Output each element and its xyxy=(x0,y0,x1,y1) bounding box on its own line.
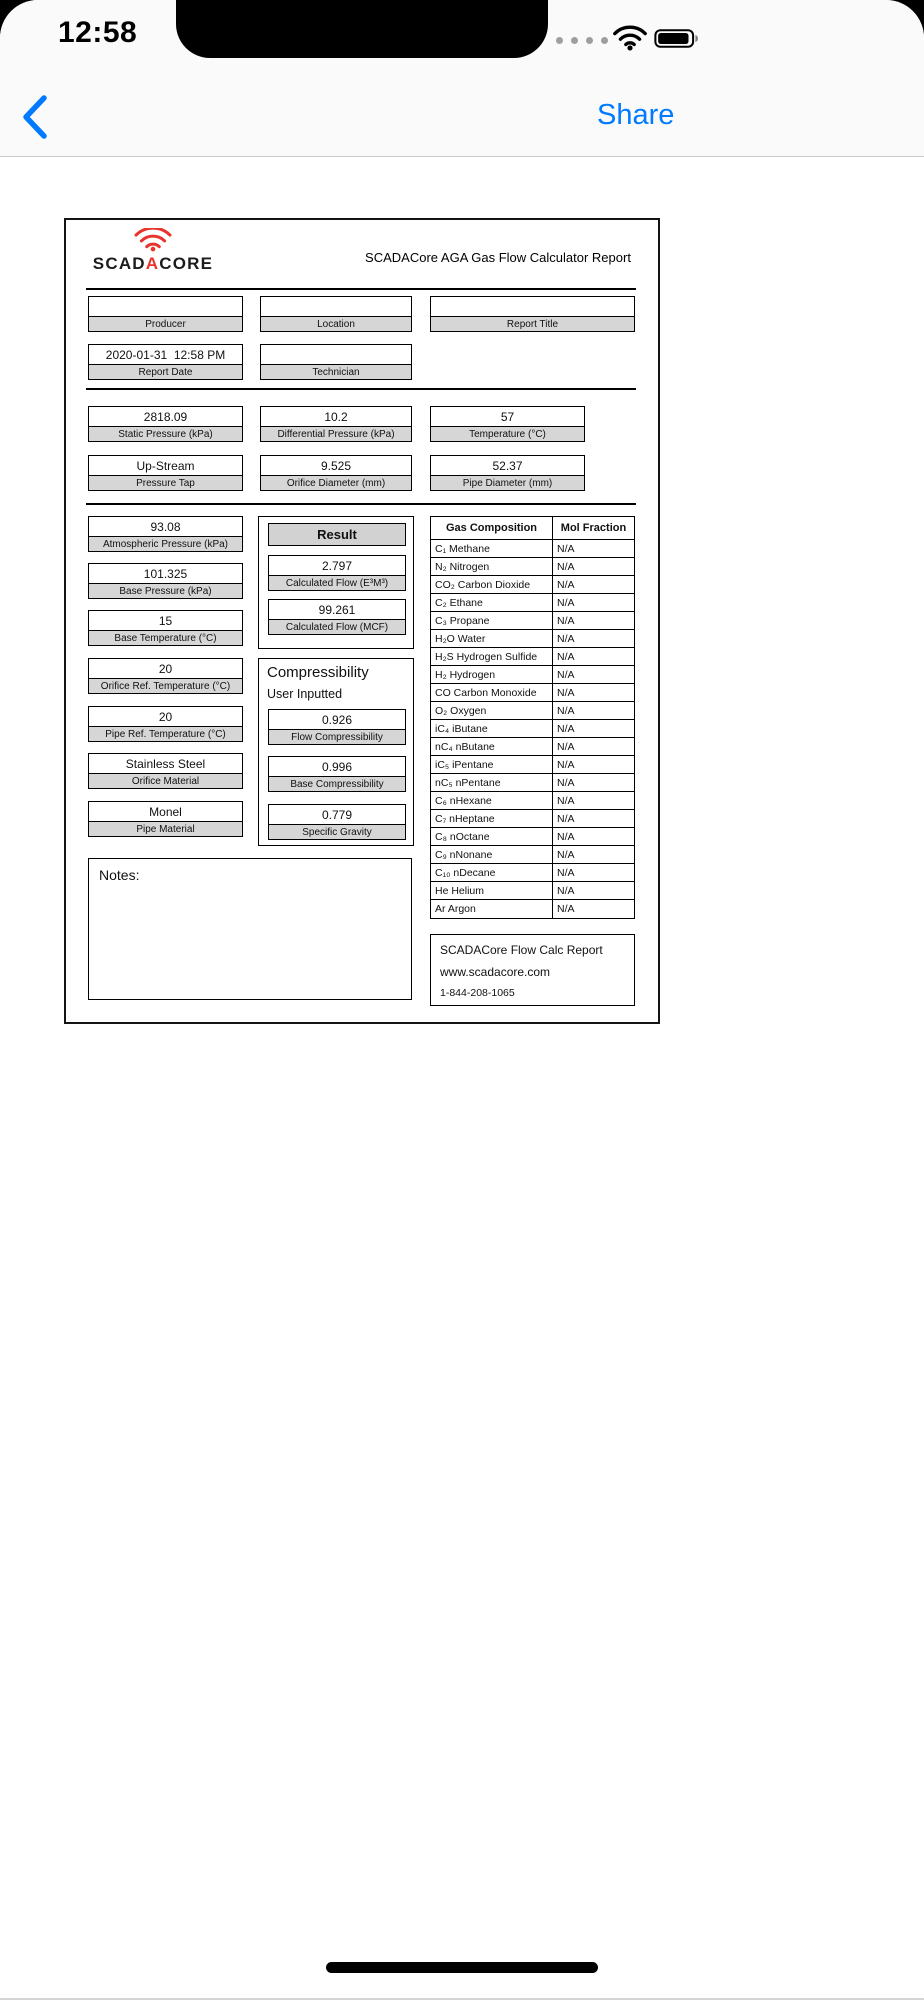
gas-mol-fraction-value: N/A xyxy=(557,830,575,843)
gas-species-label: H₂S Hydrogen Sulfide xyxy=(431,648,553,665)
field-base-compressibility xyxy=(268,756,406,792)
field-pressure-tap xyxy=(88,455,243,491)
gas-table-header xyxy=(431,517,634,540)
field-report-title xyxy=(430,296,635,332)
gas-species-label: C₈ nOctane xyxy=(431,828,553,845)
field-value: 57 xyxy=(430,406,585,427)
gas-row xyxy=(431,702,634,720)
field-label: Pipe Ref. Temperature (°C) xyxy=(88,727,243,742)
field-calculated-flow-mcf xyxy=(268,599,406,635)
field-label: Calculated Flow (MCF) xyxy=(268,620,406,635)
field-atmospheric-pressure xyxy=(88,516,243,552)
field-value: 93.08 xyxy=(88,516,243,537)
field-pipe-ref-temperature xyxy=(88,706,243,742)
gas-mol-fraction-value: N/A xyxy=(557,704,575,717)
gas-mol-fraction-value: N/A xyxy=(557,812,575,825)
gas-mol-fraction-value: N/A xyxy=(557,866,575,879)
field-value: 2818.09 xyxy=(88,406,243,427)
gas-mol-fraction-value: N/A xyxy=(557,848,575,861)
field-orifice-ref-temperature xyxy=(88,658,243,694)
gas-table-body xyxy=(431,540,634,918)
compressibility-section xyxy=(258,658,414,846)
field-label: Producer xyxy=(88,317,243,332)
field-label: Temperature (°C) xyxy=(430,427,585,442)
gas-mol-fraction-value: N/A xyxy=(557,686,575,699)
field-label: Pressure Tap xyxy=(88,476,243,491)
pdf-report-page xyxy=(64,218,660,1024)
gas-mol-fraction-value: N/A xyxy=(557,578,575,591)
field-orifice-material xyxy=(88,753,243,789)
footer-report-name: SCADACore Flow Calc Report xyxy=(440,943,603,957)
field-value: 0.996 xyxy=(268,756,406,777)
gas-species-label: He Helium xyxy=(431,882,553,899)
footer-phone-number: 1-844-208-1065 xyxy=(440,987,515,999)
gas-row xyxy=(431,864,634,882)
field-orifice-diameter xyxy=(260,455,412,491)
gas-composition-column-header: Gas Composition xyxy=(431,517,553,539)
result-section xyxy=(258,516,414,649)
field-value: 20 xyxy=(88,658,243,679)
field-value: Monel xyxy=(88,801,243,822)
result-header: Result xyxy=(268,523,406,546)
field-value xyxy=(430,296,635,317)
gas-mol-fraction-value: N/A xyxy=(557,650,575,663)
field-specific-gravity xyxy=(268,804,406,840)
field-report-date xyxy=(88,344,243,380)
share-button[interactable]: Share xyxy=(597,99,675,131)
gas-row xyxy=(431,738,634,756)
gas-mol-fraction-value: N/A xyxy=(557,740,575,753)
gas-species-label: iC₅ iPentane xyxy=(431,756,553,773)
field-differential-pressure xyxy=(260,406,412,442)
field-label: Base Pressure (kPa) xyxy=(88,584,243,599)
gas-species-label: iC₄ iButane xyxy=(431,720,553,737)
field-label: Orifice Diameter (mm) xyxy=(260,476,412,491)
field-value: 101.325 xyxy=(88,563,243,584)
pdf-viewer[interactable] xyxy=(0,158,924,2000)
field-label: Static Pressure (kPa) xyxy=(88,427,243,442)
field-label: Report Date xyxy=(88,365,243,380)
field-value: 0.779 xyxy=(268,804,406,825)
gas-row xyxy=(431,774,634,792)
field-value xyxy=(260,296,412,317)
field-value xyxy=(88,296,243,317)
field-label: Orifice Material xyxy=(88,774,243,789)
field-value: 15 xyxy=(88,610,243,631)
field-producer xyxy=(88,296,243,332)
gas-mol-fraction-value: N/A xyxy=(557,903,575,915)
field-label: Atmospheric Pressure (kPa) xyxy=(88,537,243,552)
gas-species-label: Ar Argon xyxy=(431,900,553,918)
gas-row xyxy=(431,576,634,594)
field-label: Base Temperature (°C) xyxy=(88,631,243,646)
gas-row xyxy=(431,810,634,828)
field-base-temperature xyxy=(88,610,243,646)
field-label: Pipe Diameter (mm) xyxy=(430,476,585,491)
divider xyxy=(86,388,636,390)
gas-mol-fraction-value: N/A xyxy=(557,596,575,609)
field-value: Up-Stream xyxy=(88,455,243,476)
notes-box xyxy=(88,858,412,1000)
gas-row xyxy=(431,828,634,846)
field-label: Flow Compressibility xyxy=(268,730,406,745)
gas-mol-fraction-value: N/A xyxy=(557,884,575,897)
field-value: 9.525 xyxy=(260,455,412,476)
gas-species-label: C₆ nHexane xyxy=(431,792,553,809)
gas-row xyxy=(431,756,634,774)
field-value: 20 xyxy=(88,706,243,727)
field-temperature xyxy=(430,406,585,442)
gas-row xyxy=(431,684,634,702)
gas-species-label: H₂ Hydrogen xyxy=(431,666,553,683)
gas-row xyxy=(431,882,634,900)
field-value: 2020-01-31 12:58 PM xyxy=(88,344,243,365)
logo-signal-icon xyxy=(128,228,178,252)
gas-row xyxy=(431,846,634,864)
gas-mol-fraction-value: N/A xyxy=(557,632,575,645)
field-value: 99.261 xyxy=(268,599,406,620)
gas-row xyxy=(431,558,634,576)
gas-species-label: CO Carbon Monoxide xyxy=(431,684,553,701)
gas-species-label: N₂ Nitrogen xyxy=(431,558,553,575)
field-pipe-material xyxy=(88,801,243,837)
home-indicator[interactable] xyxy=(326,1962,598,1973)
notch xyxy=(176,0,548,58)
gas-species-label: C₁₀ nDecane xyxy=(431,864,553,881)
gas-species-label: H₂O Water xyxy=(431,630,553,647)
divider xyxy=(86,288,636,290)
compressibility-header: Compressibility xyxy=(267,664,369,681)
gas-mol-fraction-value: N/A xyxy=(557,722,575,735)
gas-species-label: C₉ nNonane xyxy=(431,846,553,863)
gas-mol-fraction-value: N/A xyxy=(557,542,575,555)
field-technician xyxy=(260,344,412,380)
field-flow-compressibility xyxy=(268,709,406,745)
field-label: Pipe Material xyxy=(88,822,243,837)
field-label: Location xyxy=(260,317,412,332)
report-title: SCADACore AGA Gas Flow Calculator Report xyxy=(365,250,631,265)
gas-mol-fraction-value: N/A xyxy=(557,560,575,573)
gas-mol-fraction-value: N/A xyxy=(557,668,575,681)
field-label: Orifice Ref. Temperature (°C) xyxy=(88,679,243,694)
field-label: Specific Gravity xyxy=(268,825,406,840)
gas-mol-fraction-value: N/A xyxy=(557,614,575,627)
field-base-pressure xyxy=(88,563,243,599)
gas-row xyxy=(431,630,634,648)
field-value: 10.2 xyxy=(260,406,412,427)
logo-wordmark: SCADACORE xyxy=(92,254,214,273)
compressibility-subheader: User Inputted xyxy=(267,687,343,701)
field-value: 0.926 xyxy=(268,709,406,730)
gas-species-label: nC₄ nButane xyxy=(431,738,553,755)
field-pipe-diameter xyxy=(430,455,585,491)
gas-species-label: C₁ Methane xyxy=(431,540,553,557)
notes-label: Notes: xyxy=(99,867,140,883)
field-value: Stainless Steel xyxy=(88,753,243,774)
gas-species-label: nC₅ nPentane xyxy=(431,774,553,791)
back-button[interactable] xyxy=(20,94,50,140)
field-location xyxy=(260,296,412,332)
gas-row xyxy=(431,594,634,612)
field-value xyxy=(260,344,412,365)
gas-row xyxy=(431,666,634,684)
gas-composition-table xyxy=(430,516,635,919)
gas-species-label: C₇ nHeptane xyxy=(431,810,553,827)
gas-mol-fraction-value: N/A xyxy=(557,794,575,807)
gas-mol-fraction-value: N/A xyxy=(557,776,575,789)
battery-icon xyxy=(654,27,700,50)
field-label: Report Title xyxy=(430,317,635,332)
wifi-icon xyxy=(612,24,648,51)
divider xyxy=(86,503,636,505)
status-time: 12:58 xyxy=(58,16,138,49)
logo-accent-letter: A xyxy=(145,254,160,273)
field-label: Technician xyxy=(260,365,412,380)
gas-row xyxy=(431,648,634,666)
field-label: Differential Pressure (kPa) xyxy=(260,427,412,442)
scadacore-logo xyxy=(86,228,220,274)
gas-species-label: C₂ Ethane xyxy=(431,594,553,611)
gas-species-label: CO₂ Carbon Dioxide xyxy=(431,576,553,593)
gas-species-label: O₂ Oxygen xyxy=(431,702,553,719)
field-value: 52.37 xyxy=(430,455,585,476)
report-footer xyxy=(430,934,635,1006)
gas-row xyxy=(431,792,634,810)
gas-mol-fraction-value: N/A xyxy=(557,758,575,771)
cellular-signal-dots-icon xyxy=(556,37,608,44)
field-value: 2.797 xyxy=(268,555,406,576)
gas-row xyxy=(431,900,634,918)
field-static-pressure xyxy=(88,406,243,442)
gas-row xyxy=(431,540,634,558)
field-label: Calculated Flow (E³M³) xyxy=(268,576,406,591)
field-calculated-flow-e3m3 xyxy=(268,555,406,591)
field-label: Base Compressibility xyxy=(268,777,406,792)
mol-fraction-column-header: Mol Fraction xyxy=(560,522,627,534)
gas-row xyxy=(431,720,634,738)
gas-species-label: C₃ Propane xyxy=(431,612,553,629)
footer-website: www.scadacore.com xyxy=(440,965,551,979)
gas-row xyxy=(431,612,634,630)
